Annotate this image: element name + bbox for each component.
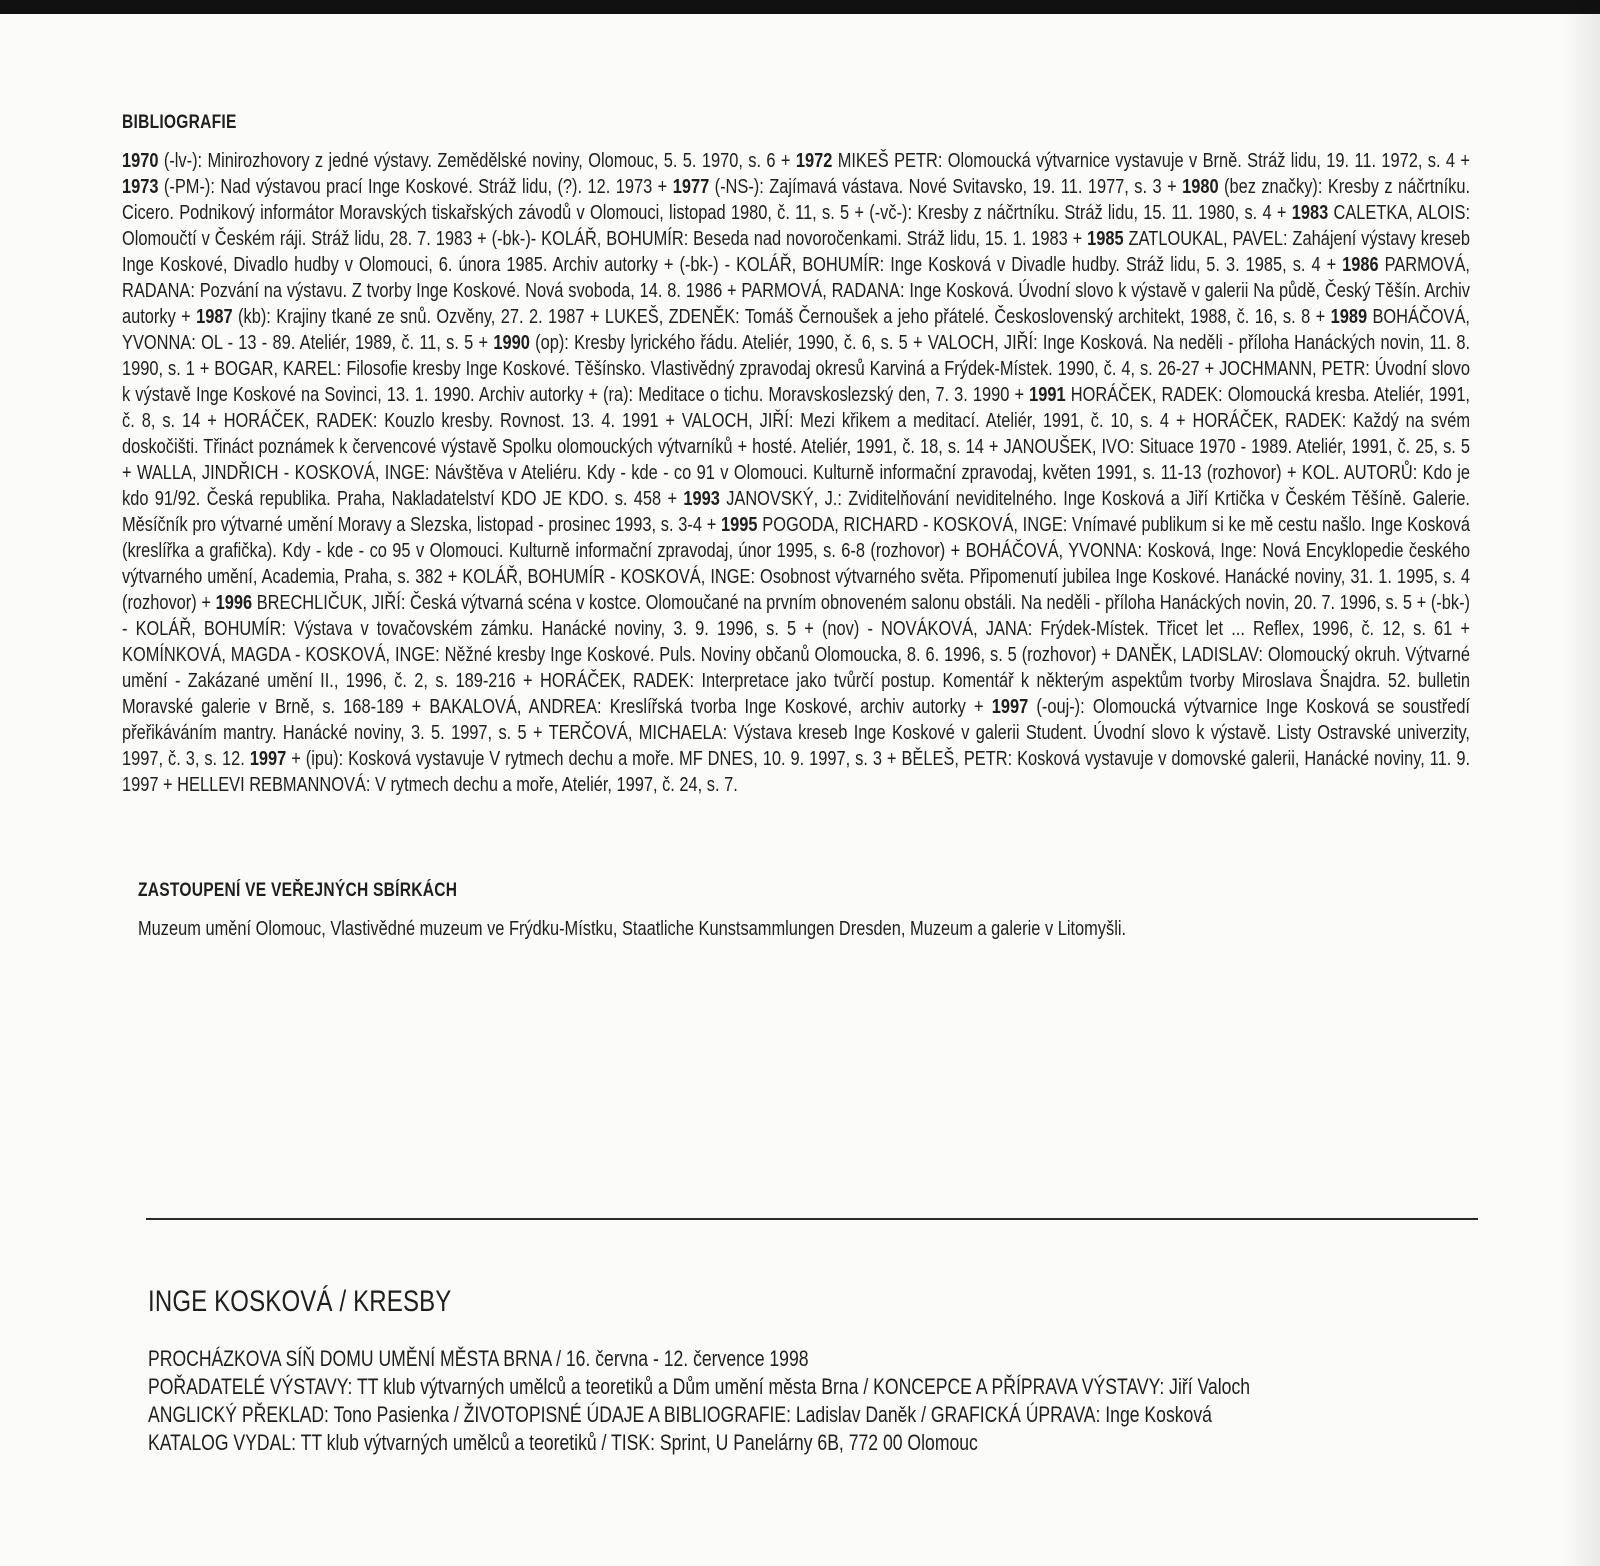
bibliography-heading: BIBLIOGRAFIE [122,112,237,133]
bib-entry: POGODA, RICHARD - KOSKOVÁ, INGE: Vnímavé publikum si ke mě cestu našlo. Inge Kosková (kreslířka a grafička). Kdy - kde - co 95 v Olomouci. Kulturně informační zpravodaj, únor 1995, s. 6-8 (rozhovor) + BOHÁČOVÁ, YVONNA: Kosková, Inge: Nová Encyklopedie českého výtvarného umění, Academia, Praha, s. 382 + KOLÁŘ, BOHUMÍR - KOSKOVÁ, INGE: Osobnost výtvarného světa. Připomenutí jubilea Inge Koskové. Hanácké noviny, 31. 1. 1995, s. 4 (rozhovor) + [122,513,1470,614]
collections-text: Muzeum umění Olomouc, Vlastivědné muzeum ve Frýdku-Místku, Staatliche Kunstsammlungen Dresden, Muzeum a galerie v Litomyšli. [138,917,1127,940]
bib-entry: (-NS-): Zajímavá vástava. Nové Svitavsko, 19. 11. 1977, s. 3 + [709,175,1183,198]
bib-year: 1972 [795,149,833,172]
bib-year: 1997 [249,747,287,770]
bib-entry: MIKEŠ PETR: Olomoucká výtvarnice vystavuje v Brně. Stráž lidu, 19. 11. 1972, s. 4 + [832,149,1470,172]
page-right-shadow [1560,0,1600,1566]
bib-entry: JANOVSKÝ, J.: Zviditelňování neviditelného. Inge Kosková a Jiří Krtička v Českém Těšíně. Galerie. Měsíčník pro výtvarné umění Moravy a Slezska, listopad - prosinec 1993, s. 3-4 + [122,487,1470,536]
bib-year: 1983 [1291,201,1329,224]
bibliography-text [122,148,1470,798]
bib-entry: (bez značky): Kresby z náčrtníku. Cicero. Podnikový informátor Moravských tiskařských závodů v Olomouci, listopad 1980, č. 11, s. 5 + (-vč-): Kresby z náčrtníku. Stráž lidu, 15. 11. 1980, s. 4 + [122,175,1471,224]
bib-year: 1996 [215,591,253,614]
bib-year: 1970 [122,149,159,172]
colophon-venue: PROCHÁZKOVA SÍŇ DOMU UMĚNÍ MĚSTA BRNA / 16. června - 12. července 1998 [148,1346,809,1371]
bib-entry: (-PM-): Nad výstavou prací Inge Koskové. Stráž lidu, (?). 12. 1973 + [158,175,673,198]
bib-year: 1977 [672,175,710,198]
bib-year: 1997 [991,695,1029,718]
divider-rule [146,1218,1478,1220]
bib-year: 1973 [122,175,159,198]
bib-entry: ZATLOUKAL, PAVEL: Zahájení výstavy kreseb Inge Koskové, Divadlo hudby v Olomouci, 6. února 1985. Archiv autorky + (-bk-) - KOLÁŘ, BOHUMÍR: Inge Kosková v Divadle hudby. Stráž lidu, 5. 3. 1985, s. 4 + [122,227,1471,276]
colophon-credits: ANGLICKÝ PŘEKLAD: Tono Pasienka / ŽIVOTOPISNÉ ÚDAJE A BIBLIOGRAFIE: Ladislav Daněk / GRAFICKÁ ÚPRAVA: Inge Kosková [148,1402,1212,1427]
colophon [148,1285,1548,1457]
bib-year: 1985 [1087,227,1124,250]
bib-year: 1995 [721,513,758,536]
bib-year: 1993 [683,487,720,510]
bib-year: 1986 [1342,253,1379,276]
bib-entry: (-ouj-): Olomoucká výtvarnice Inge Kosková se soustředí přeřikáváním mantry. Hanácké noviny, 3. 5. 1997, s. 5 + TERČOVÁ, MICHAELA: Výstava kreseb Inge Koskové v galerii Student. Úvodní slovo k výstavě. Listy Ostravské univerzity, 1997, č. 3, s. 12. [122,695,1470,770]
catalog-title: INGE KOSKOVÁ / KRESBY [148,1285,452,1318]
collections-section [138,880,1498,942]
bib-year: 1987 [196,305,233,328]
bib-year: 1990 [493,331,530,354]
bib-entry: (-lv-): Minirozhovory z jedné výstavy. Zemědělské noviny, Olomouc, 5. 5. 1970, s. 6 + [158,149,796,172]
bib-entry: (kb): Krajiny tkané ze snů. Ozvěny, 27. 2. 1987 + LUKEŠ, ZDENĚK: Tomáš Černoušek a jeho přátelé. Československý architekt, 1988, č. 16, s. 8 + [232,305,1331,328]
bib-entry: CALETKA, ALOIS: Olomoučtí v Českém ráji. Stráž lidu, 28. 7. 1983 + (-bk-)- KOLÁŘ, BOHUMÍR: Beseda nad novoročenkami. Stráž lidu, 15. 1. 1983 + [122,201,1470,250]
bib-entry: HORÁČEK, RADEK: Olomoucká kresba. Ateliér, 1991, č. 8, s. 14 + HORÁČEK, RADEK: Kouzlo kresby. Rovnost. 13. 4. 1991 + VALOCH, JIŘÍ: Mezi křikem a meditací. Ateliér, 1991, č. 10, s. 4 + HORÁČEK, RADEK: Každý na svém doskočišti. Třináct poznámek k červencové výstavě Spolku olomouckých výtvarníků + hosté. Ateliér, 1991, č. 18, s. 14 + JANOUŠEK, IVO: Situace 1970 - 1989. Ateliér, 1991, č. 25, s. 5 + WALLA, JINDŘICH - KOSKOVÁ, INGE: Návštěva v Ateliéru. Kdy - kde - co 91 v Olomouci. Kulturně informační zpravodaj, květen 1991, s. 11-13 (rozhovor) + KOL. AUTORŮ: Kdo je kdo 91/92. Česká republika. Praha, Nakladatelství KDO JE KDO. s. 458 + [122,383,1470,510]
bib-entry: PARMOVÁ, RADANA: Pozvání na výstavu. Z tvorby Inge Koskové. Nová svoboda, 14. 8. 1986 + PARMOVÁ, RADANA: Inge Kosková. Úvodní slovo k výstavě v galerii Na půdě, Český Těšín. Archiv autorky + [122,253,1470,328]
bibliography-section [122,112,1502,798]
bib-entry: BOHÁČOVÁ, YVONNA: OL - 13 - 89. Ateliér, 1989, č. 11, s. 5 + [122,305,1470,354]
bib-year: 1991 [1029,383,1066,406]
colophon-organizers: POŘADATELÉ VÝSTAVY: TT klub výtvarných umělců a teoretiků a Dům umění města Brna / KONCEPCE A PŘÍPRAVA VÝSTAVY: Jiří Valoch [148,1374,1251,1399]
bib-entry: + (ipu): Kosková vystavuje V rytmech dechu a moře. MF DNES, 10. 9. 1997, s. 3 + BĚLEŠ, PETR: Kosková vystavuje v domovské galerii, Hanácké noviny, 11. 9. 1997 + HELLEVI REBMANNOVÁ: V rytmech dechu a moře, Ateliér, 1997, č. 24, s. 7. [122,747,1470,796]
page-top-edge [0,0,1600,14]
collections-heading: ZASTOUPENÍ VE VEŘEJNÝCH SBÍRKÁCH [138,880,458,901]
bib-year: 1989 [1330,305,1368,328]
bib-entry: BRECHLIČUK, JIŘÍ: Česká výtvarná scéna v kostce. Olomoučané na prvním obnoveném salonu obstáli. Na neděli - příloha Hanáckých novin, 20. 7. 1996, s. 5 + (-bk-) - KOLÁŘ, BOHUMÍR: Výstava v tovačovském zámku. Hanácké noviny, 3. 9. 1996, s. 5 + (nov) - NOVÁKOVÁ, JANA: Frýdek-Místek. Třicet let ... Reflex, 1996, č. 12, s. 61 + KOMÍNKOVÁ, MAGDA - KOSKOVÁ, INGE: Něžné kresby Inge Koskové. Puls. Noviny občanů Olomoucka, 8. 6. 1996, s. 5 (rozhovor) + DANĚK, LADISLAV: Olomoucký okruh. Výtvarné umění - Zakázané umění II., 1996, č. 2, s. 189-216 + HORÁČEK, RADEK: Interpretace jako tvůrčí postup. Komentář k některým aspektům tvorby Miroslava Šnajdra. 52. bulletin Moravské galerie v Brně, s. 168-189 + BAKALOVÁ, ANDREA: Kreslířská tvorba Inge Koskové, archiv autorky + [122,591,1471,718]
bib-entry: (op): Kresby lyrického řádu. Ateliér, 1990, č. 6, s. 5 + VALOCH, JIŘÍ: Inge Kosková. Na neděli - příloha Hanáckých novin, 11. 8. 1990, s. 1 + BOGAR, KAREL: Filosofie kresby Inge Koskové. Těšínsko. Vlastivědný zpravodaj okresů Karviná a Frýdek-Místek. 1990, č. 4, s. 26-27 + JOCHMANN, PETR: Úvodní slovo k výstavě Inge Koskové na Sovinci, 13. 1. 1990. Archiv autorky + (ra): Meditace o tichu. Moravskoslezský den, 7. 3. 1990 + [122,331,1471,406]
colophon-publisher: KATALOG VYDAL: TT klub výtvarných umělců a teoretiků / TISK: Sprint, U Panelárny 6B, 772 00 Olomouc [148,1430,978,1455]
bib-year: 1980 [1182,175,1219,198]
